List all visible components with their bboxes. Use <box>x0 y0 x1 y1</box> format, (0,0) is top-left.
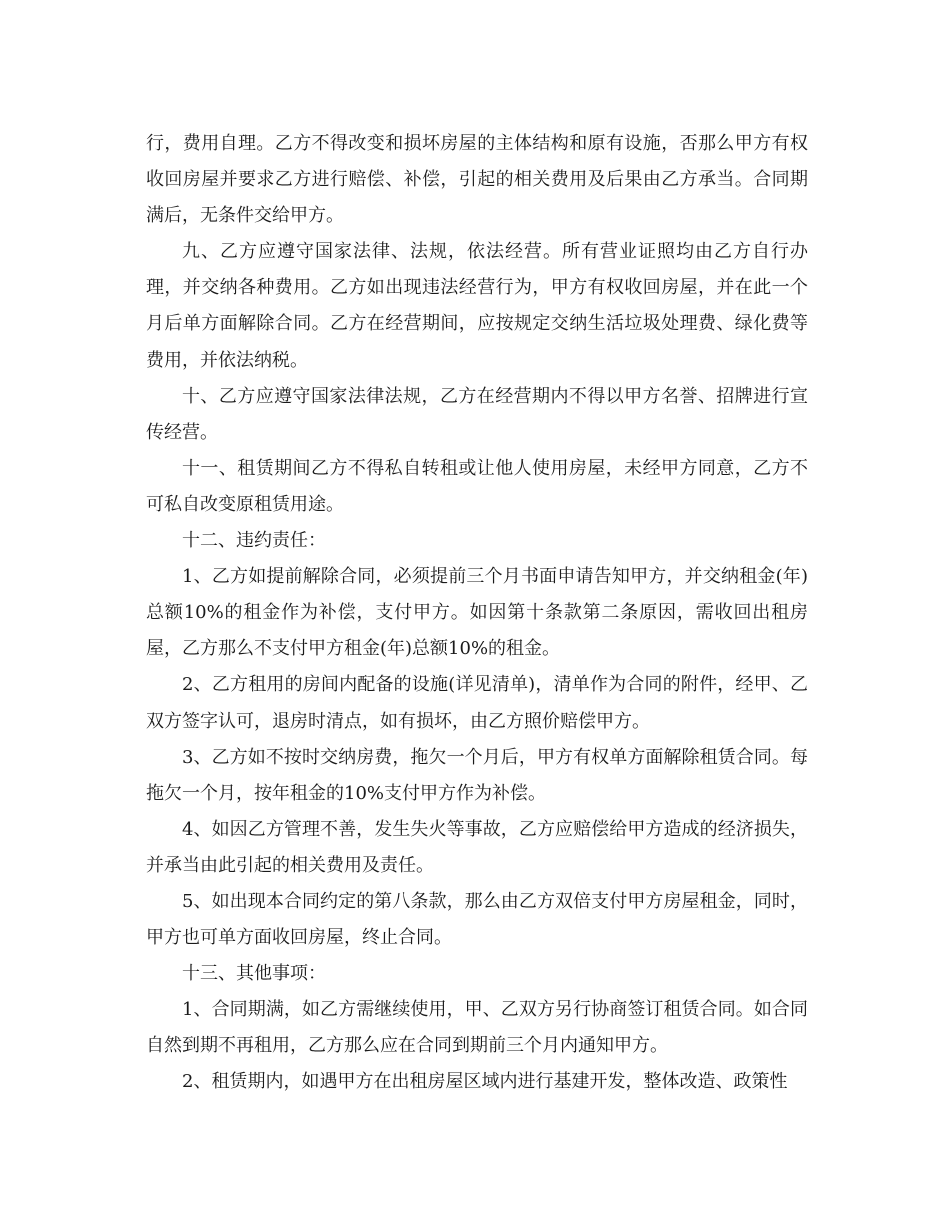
paragraph-breach-3: 3、乙方如不按时交纳房费，拖欠一个月后，甲方有权单方面解除租赁合同。每拖欠一个月，按年租金的10%支付甲方作为补偿。 <box>146 746 808 804</box>
paragraph-continuation: 行，费用自理。乙方不得改变和损坏房屋的主体结构和原有设施，否那么甲方有权收回房屋并要求乙方进行赔偿、补偿，引起的相关费用及后果由乙方承当。合同期满后，无条件交给甲方。 <box>146 133 808 227</box>
paragraph-other-2: 2、租赁期内，如遇甲方在出租房屋区域内进行基建开发，整体改造、政策性 <box>182 1071 788 1093</box>
paragraph-breach-2: 2、乙方租用的房间内配备的设施(详见清单)，清单作为合同的附件，经甲、乙双方签字认可，退房时清点，如有损坏，由乙方照价赔偿甲方。 <box>146 674 808 732</box>
paragraph-breach-1: 1、乙方如提前解除合同，必须提前三个月书面申请告知甲方，并交纳租金(年)总额10%的租金作为补偿，支付甲方。如因第十条款第二条原因，需收回出租房屋，乙方那么不支付甲方租金(年)总额10%的租金。 <box>146 566 808 660</box>
paragraph-clause-11: 十一、租赁期间乙方不得私自转租或让他人使用房屋，未经甲方同意，乙方不可私自改变原租赁用途。 <box>146 457 808 515</box>
paragraph-breach-4: 4、如因乙方管理不善，发生失火等事故，乙方应赔偿给甲方造成的经济损失，并承当由此引起的相关费用及责任。 <box>146 818 808 876</box>
paragraph-other-1: 1、合同期满，如乙方需继续使用，甲、乙双方另行协商签订租赁合同。如合同自然到期不再租用，乙方那么应在合同到期前三个月内通知甲方。 <box>146 999 808 1057</box>
section-heading-breach: 十二、违约责任： <box>182 530 326 552</box>
section-heading-other: 十三、其他事项： <box>182 963 326 985</box>
paragraph-breach-5: 5、如出现本合同约定的第八条款，那么由乙方双倍支付甲方房屋租金，同时，甲方也可单方面收回房屋，终止合同。 <box>146 890 808 949</box>
contract-body <box>146 126 808 1101</box>
paragraph-clause-9: 九、乙方应遵守国家法律、法规，依法经营。所有营业证照均由乙方自行办理，并交纳各种费用。乙方如出现违法经营行为，甲方有权收回房屋，并在此一个月后单方面解除合同。乙方在经营期间，应按规定交纳生活垃圾处理费、绿化费等费用，并依法纳税。 <box>146 241 808 371</box>
paragraph-clause-10: 十、乙方应遵守国家法律法规，乙方在经营期内不得以甲方名誉、招牌进行宣传经营。 <box>146 385 808 443</box>
